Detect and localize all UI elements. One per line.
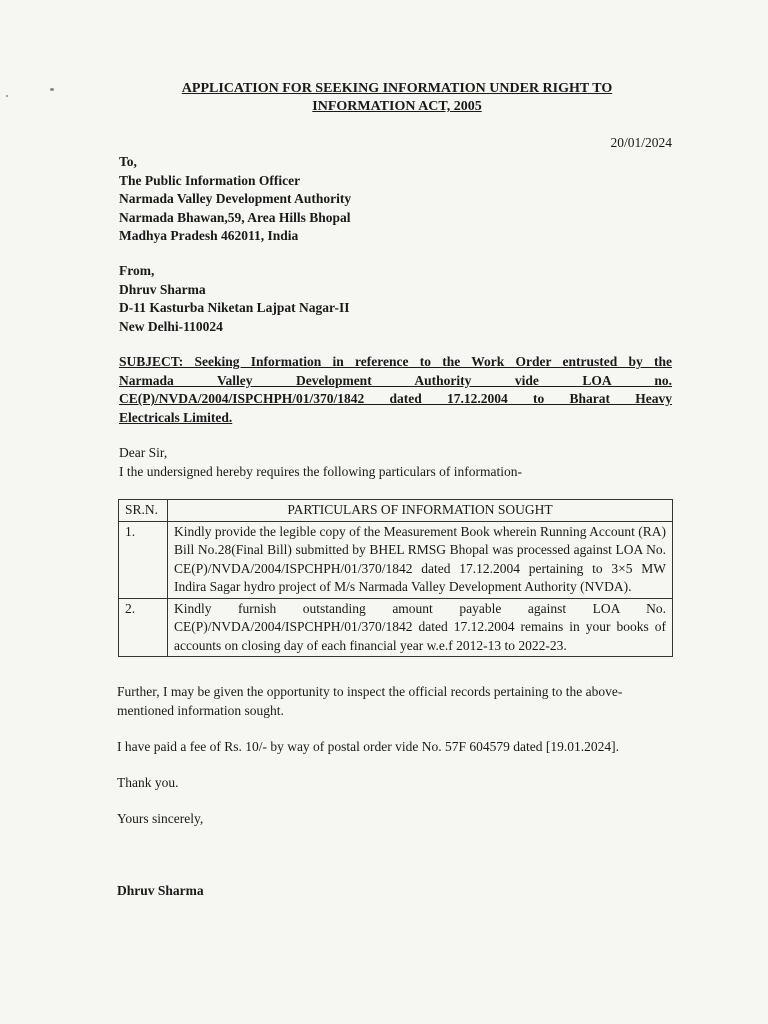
row-particulars: Kindly furnish outstanding amount payable against LOA No. CE(P)/NVDA/2004/ISPCHPH/01/370/1842 dated 17.12.2004 remains in your books of accounts on closing day of each financial year w.e.f 2012-13 to 2022-23. bbox=[168, 598, 673, 657]
scan-speck bbox=[50, 88, 54, 91]
table-header-sr: SR.N. bbox=[119, 500, 168, 522]
sender-address bbox=[119, 262, 350, 336]
to-line: Narmada Bhawan,59, Area Hills Bhopal bbox=[119, 209, 351, 225]
salutation: Dear Sir, bbox=[119, 445, 168, 460]
title-line-2: INFORMATION ACT, 2005 bbox=[312, 99, 482, 114]
table-row bbox=[119, 598, 673, 657]
from-line: Dhruv Sharma bbox=[119, 281, 206, 297]
thanks-text: Thank you. bbox=[117, 775, 179, 790]
from-line: New Delhi-110024 bbox=[119, 318, 223, 334]
title-line-1: APPLICATION FOR SEEKING INFORMATION UNDER RIGHT TO bbox=[181, 81, 613, 96]
inspection-paragraph: Further, I may be given the opportunity to inspect the official records pertaining to the above-mentioned information sought. bbox=[117, 684, 623, 718]
table-header-particulars: PARTICULARS OF INFORMATION SOUGHT bbox=[168, 500, 673, 522]
row-particulars: Kindly provide the legible copy of the Measurement Book wherein Running Account (RA) Bill No.28(Final Bill) submitted by BHEL RMSG Bhopal was processed against LOA No. CE(P)/NVDA/2004/ISPCHPH/01/370/1842 dated 17.12.2004 pertaining to 3×5 MW Indira Sagar hydro project of M/s Narmada Valley Development Authority (NVDA). bbox=[168, 521, 673, 598]
subject-line bbox=[119, 353, 672, 427]
row-sr: 1. bbox=[119, 521, 168, 598]
closing-text: Yours sincerely, bbox=[117, 811, 204, 826]
row-sr: 2. bbox=[119, 598, 168, 657]
scan-speck bbox=[6, 95, 8, 97]
to-line: The Public Information Officer bbox=[119, 172, 301, 188]
salutation-block bbox=[119, 444, 522, 481]
to-label: To, bbox=[119, 154, 137, 169]
table-header-row bbox=[119, 500, 673, 522]
from-label: From, bbox=[119, 263, 155, 278]
letter-date: 20/01/2024 bbox=[610, 135, 672, 150]
fee-paragraph: I have paid a fee of Rs. 10/- by way of postal order vide No. 57F 604579 dated [19.01.2024]. bbox=[117, 739, 620, 754]
information-table bbox=[118, 499, 673, 657]
to-line: Narmada Valley Development Authority bbox=[119, 191, 352, 206]
subject-text-line: CE(P)/NVDA/2004/ISPCHPH/01/370/1842 dated 17.12.2004 to Bharat Heavy bbox=[119, 391, 672, 406]
subject-text-line: SUBJECT: Seeking Information in reference to the Work Order entrusted by the bbox=[119, 354, 672, 369]
document-title bbox=[150, 80, 644, 116]
signature-name: Dhruv Sharma bbox=[117, 883, 204, 898]
to-line: Madhya Pradesh 462011, India bbox=[119, 228, 299, 243]
subject-text-line: Electricals Limited. bbox=[119, 409, 233, 425]
subject-text-line: Narmada Valley Development Authority vide LOA no. bbox=[119, 372, 672, 388]
from-line: D-11 Kasturba Niketan Lajpat Nagar-II bbox=[119, 300, 350, 315]
recipient-address bbox=[119, 153, 351, 246]
intro-text: I the undersigned hereby requires the following particulars of information- bbox=[119, 463, 522, 479]
table-row bbox=[119, 521, 673, 598]
